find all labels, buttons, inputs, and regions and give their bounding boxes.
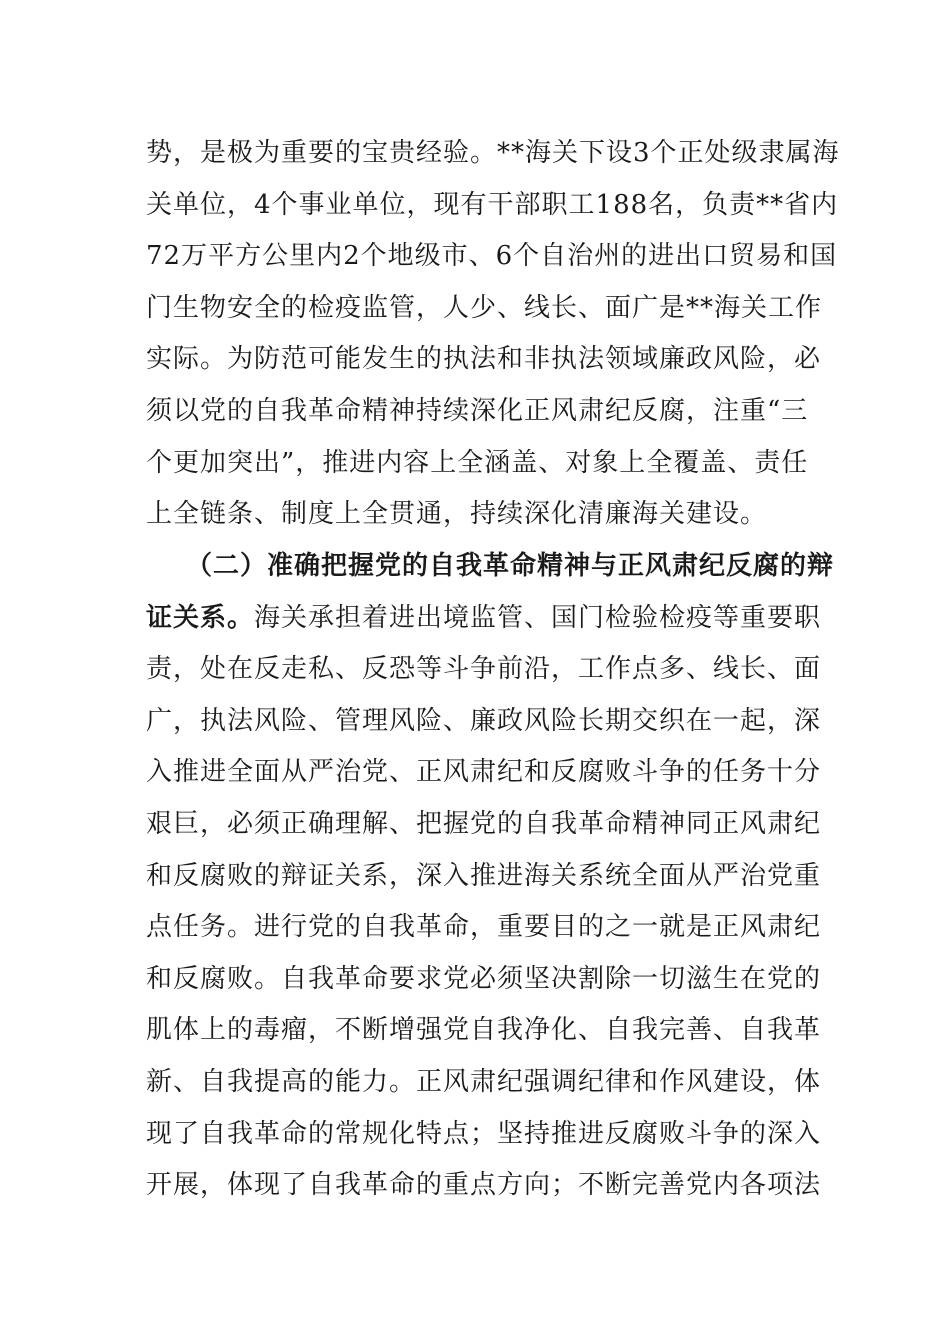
paragraph-2-line-text: 海关承担着进出境监管、国门检验检疫等重要职 <box>254 602 822 633</box>
paragraph-1-line: 实际。为防范可能发生的执法和非执法领域廉政风险，必 <box>146 344 822 375</box>
paragraph-2-line: 肌体上的毒瘤，不断增强党自我净化、自我完善、自我革 <box>146 1015 822 1046</box>
paragraph-2-line: 新、自我提高的能力。正风肃纪强调纪律和作风建设，体 <box>146 1066 822 1097</box>
paragraph-1-line: 门生物安全的检疫监管，人少、线长、面广是**海关工作 <box>146 292 823 323</box>
paragraph-1-line: 关单位，4个事业单位，现有干部职工188名，负责**省内 <box>146 189 839 220</box>
paragraph-2-line <box>146 593 822 645</box>
section-heading: （二）准确把握党的自我革命精神与正风肃纪反腐的辩 <box>186 551 835 581</box>
paragraph-1-line: 个更加突出”，推进内容上全涵盖、对象上全覆盖、责任 <box>146 447 809 478</box>
paragraph-1-line: 须以党的自我革命精神持续深化正风肃纪反腐，注重“三 <box>146 395 809 426</box>
paragraph-2-line: 点任务。进行党的自我革命，重要目的之一就是正风肃纪 <box>146 912 822 943</box>
section-heading-continued: 证关系。 <box>146 602 255 633</box>
paragraph-2-line: 和反腐败的辩证关系，深入推进海关系统全面从严治党重 <box>146 860 822 891</box>
paragraph-2-line: 广，执法风险、管理风险、廉政风险长期交织在一起，深 <box>146 705 822 736</box>
paragraph-2-line: 艰巨，必须正确理解、把握党的自我革命精神同正风肃纪 <box>146 808 822 839</box>
paragraph-1-line: 72万平方公里内2个地级市、6个自治州的进出口贸易和国 <box>146 241 838 272</box>
paragraph-2 <box>146 541 835 1212</box>
paragraph-2-line: 现了自我革命的常规化特点；坚持推进反腐败斗争的深入 <box>146 1118 822 1149</box>
paragraph-2-line: 和反腐败。自我革命要求党必须坚决割除一切滋生在党的 <box>146 963 822 994</box>
paragraph-2-line: 入推进全面从严治党、正风肃纪和反腐败斗争的任务十分 <box>146 757 822 788</box>
paragraph-2-line: 开展，体现了自我革命的重点方向；不断完善党内各项法 <box>146 1170 822 1201</box>
paragraph-1 <box>146 128 840 541</box>
paragraph-1-line: 势，是极为重要的宝贵经验。**海关下设3个正处级隶属海 <box>146 138 840 168</box>
paragraph-1-line: 上全链条、制度上全贯通，持续深化清廉海关建设。 <box>146 499 768 530</box>
paragraph-2-line: 责，处在反走私、反恐等斗争前沿，工作点多、线长、面 <box>146 654 822 685</box>
